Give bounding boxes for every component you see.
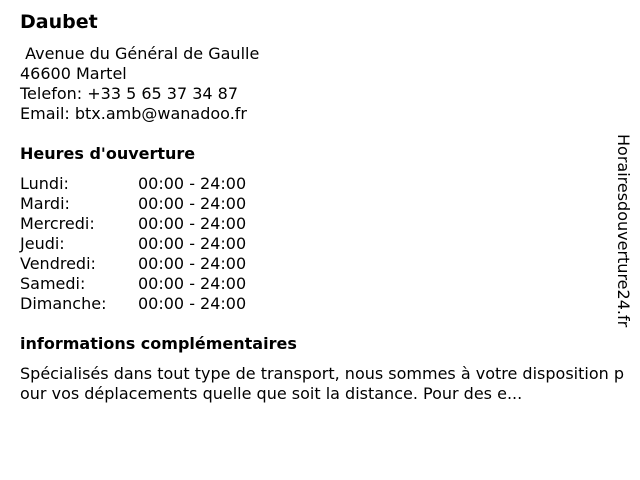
hours-day: Lundi: [20, 174, 69, 193]
hours-time: 00:00 - 24:00 [138, 254, 247, 273]
address-street: Avenue du Général de Gaulle [20, 44, 260, 63]
opening-hours-heading: Heures d'ouverture [20, 144, 196, 163]
hours-time: 00:00 - 24:00 [138, 194, 247, 213]
business-name: Daubet [20, 11, 98, 33]
address-city: 46600 Martel [20, 64, 127, 83]
hours-time: 00:00 - 24:00 [138, 174, 247, 193]
additional-info-heading: informations complémentaires [20, 334, 297, 353]
contact-block [20, 44, 259, 124]
hours-row [20, 194, 246, 214]
hours-day: Jeudi: [20, 234, 65, 253]
hours-time: 00:00 - 24:00 [138, 294, 247, 313]
hours-day: Mercredi: [20, 214, 95, 233]
phone-number[interactable]: Telefon: +33 5 65 37 34 87 [20, 84, 239, 103]
hours-time: 00:00 - 24:00 [138, 274, 247, 293]
hours-row [20, 274, 246, 294]
email-address[interactable]: Email: btx.amb@wanadoo.fr [20, 104, 247, 123]
hours-day: Dimanche: [20, 294, 107, 313]
hours-row [20, 294, 246, 314]
hours-row [20, 174, 246, 194]
hours-row [20, 234, 246, 254]
site-watermark: Horairesdouverture24.fr [614, 134, 633, 328]
hours-row [20, 254, 246, 274]
hours-time: 00:00 - 24:00 [138, 214, 247, 233]
hours-day: Mardi: [20, 194, 70, 213]
hours-day: Vendredi: [20, 254, 96, 273]
hours-day: Samedi: [20, 274, 86, 293]
additional-info-text: Spécialisés dans tout type de transport, nous sommes à votre disposition pour vos déplacements quelle que soit la distance. Pour des e... [20, 364, 624, 403]
opening-hours-table [20, 174, 246, 314]
hours-row [20, 214, 246, 234]
hours-time: 00:00 - 24:00 [138, 234, 247, 253]
